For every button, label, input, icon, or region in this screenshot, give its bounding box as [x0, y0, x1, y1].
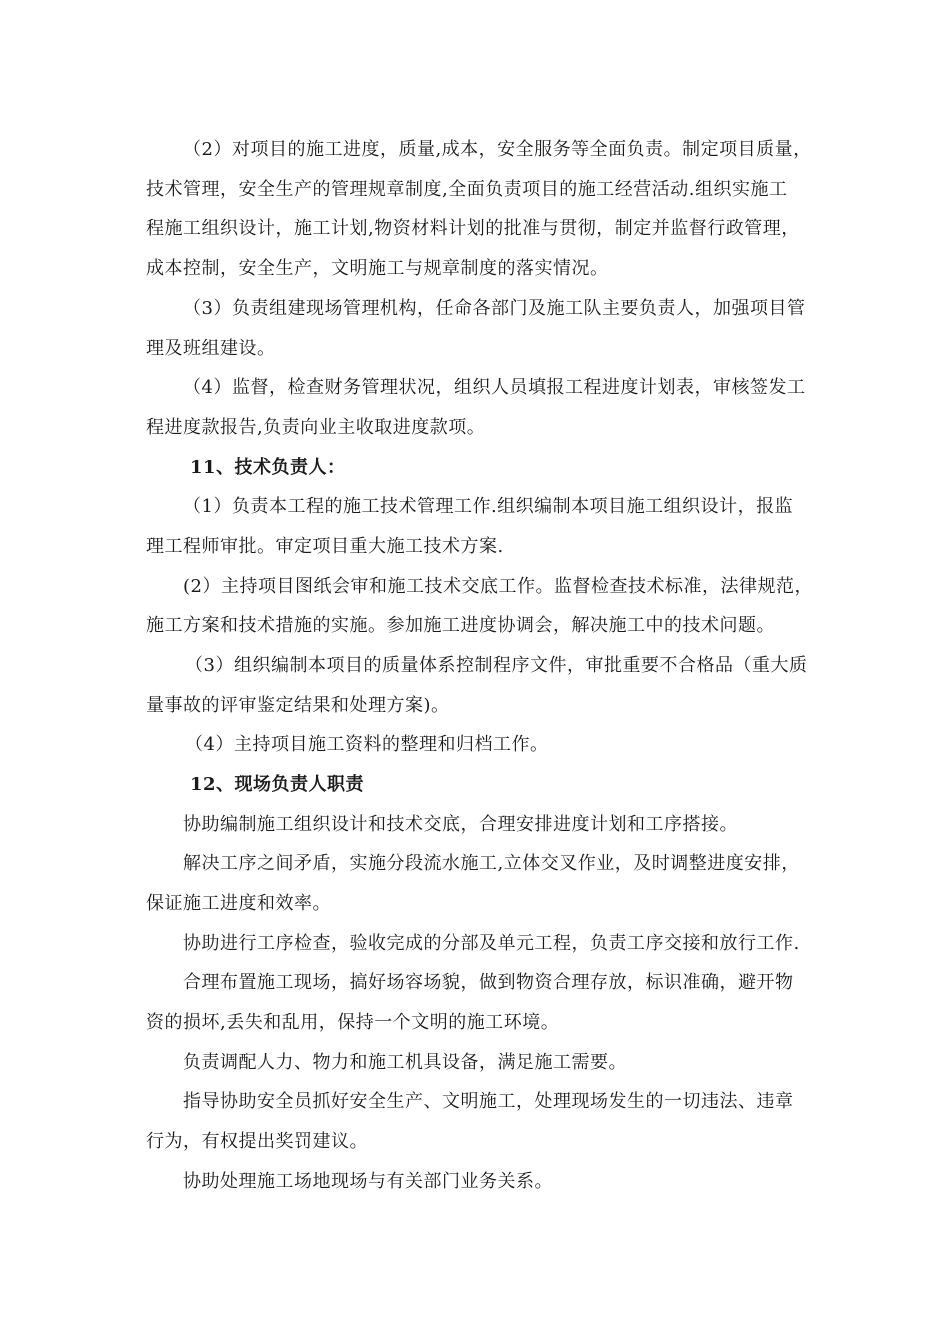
- paragraph-line: 协助编制施工组织设计和技术交底，合理安排进度计划和工序搭接。: [183, 814, 738, 835]
- section-heading: 11、技术负责人：: [190, 457, 346, 478]
- section-heading: 12、现场负责人职责: [190, 774, 365, 795]
- paragraph-line: 成本控制，安全生产，文明施工与规章制度的落实情况。: [146, 258, 609, 279]
- paragraph-line: 理工程师审批。审定项目重大施工技术方案.: [146, 536, 504, 557]
- paragraph-line: 保证施工进度和效率。: [146, 893, 331, 914]
- paragraph-line: 协助处理施工场地现场与有关部门业务关系。: [183, 1171, 553, 1192]
- paragraph-line: （3）负责组建现场管理机构，任命各部门及施工队主要负责人，加强项目管: [183, 298, 806, 319]
- paragraph-line: 技术管理，安全生产的管理规章制度,全面负责项目的施工经营活动.组织实施工: [146, 179, 788, 200]
- paragraph-line: 程施工组织设计，施工计划,物资材料计划的批准与贯彻，制定并监督行政管理，: [146, 218, 800, 239]
- paragraph-line: 合理布置施工现场，搞好场容场貌，做到物资合理存放，标识准确，避开物: [183, 972, 794, 993]
- paragraph-line: 资的损坏,丢失和乱用，保持一个文明的施工环境。: [146, 1012, 560, 1033]
- paragraph-line: 协助进行工序检查，验收完成的分部及单元工程，负责工序交接和放行工作.: [183, 933, 800, 954]
- paragraph-line: 指导协助安全员抓好安全生产、文明施工，处理现场发生的一切违法、违章: [183, 1091, 794, 1112]
- paragraph-line: （3）组织编制本项目的质量体系控制程序文件，审批重要不合格品（重大质: [185, 655, 808, 676]
- paragraph-line: （4）监督，检查财务管理状况，组织人员填报工程进度计划表，审核签发工: [183, 377, 806, 398]
- paragraph-line: 量事故的评审鉴定结果和处理方案)。: [146, 695, 450, 716]
- paragraph-line: 行为，有权提出奖罚建议。: [146, 1131, 368, 1152]
- paragraph-line: 解决工序之间矛盾，实施分段流水施工,立体交叉作业，及时调整进度安排，: [183, 853, 800, 874]
- paragraph-line: （4）主持项目施工资料的整理和归档工作。: [185, 734, 549, 755]
- paragraph-line: 程进度款报告,负责向业主收取进度款项。: [146, 417, 486, 438]
- paragraph-line: (2）主持项目图纸会审和施工技术交底工作。监督检查技术标准，法律规范，: [183, 576, 813, 597]
- paragraph-line: （1）负责本工程的施工技术管理工作.组织编制本项目施工组织设计，报监: [183, 496, 794, 517]
- paragraph-line: 施工方案和技术措施的实施。参加施工进度协调会，解决施工中的技术问题。: [146, 615, 775, 636]
- paragraph-line: 理及班组建设。: [146, 338, 276, 359]
- paragraph-line: 负责调配人力、物力和施工机具设备，满足施工需要。: [183, 1052, 627, 1073]
- paragraph-line: （2）对项目的施工进度，质量,成本，安全服务等全面负责。制定项目质量，: [183, 139, 812, 160]
